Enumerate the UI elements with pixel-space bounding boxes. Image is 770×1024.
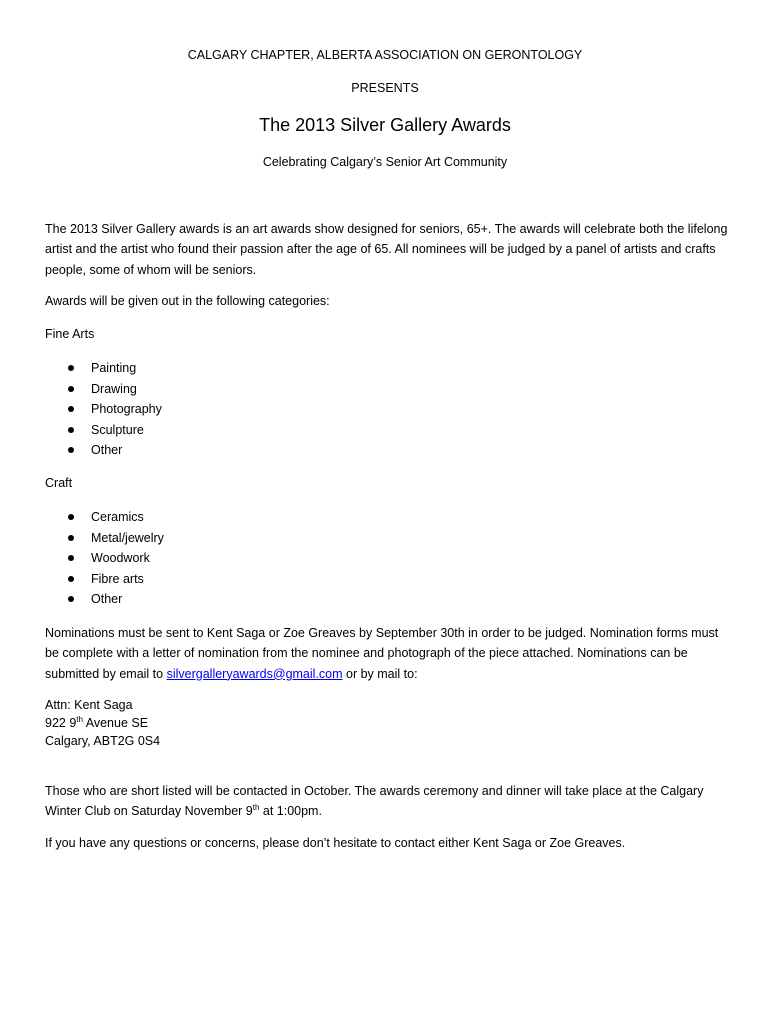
- list-item: [66, 548, 164, 569]
- categories-intro: Awards will be given out in the following categories:: [45, 294, 330, 308]
- nominations-text-end: or by mail to:: [342, 666, 418, 681]
- address-attn: Attn: Kent Saga: [45, 698, 133, 712]
- list-item: [66, 569, 164, 590]
- list-item: [66, 528, 164, 549]
- craft-list: [66, 507, 164, 610]
- list-item: [66, 399, 162, 420]
- list-item-label: Metal/jewelry: [91, 530, 164, 545]
- list-item-label: Ceramics: [91, 510, 144, 524]
- list-item-label: Sculpture: [91, 422, 144, 437]
- street-name: Avenue SE: [82, 716, 149, 730]
- list-item-label: Woodwork: [91, 551, 150, 566]
- list-item-label: Painting: [91, 361, 137, 375]
- shortlist-text: Those who are short listed will be contacted in October. The awards ceremony and dinner will take place at the Calgary Winter Club on Saturday November 9: [45, 784, 704, 819]
- email-link[interactable]: silvergalleryawards@gmail.com: [166, 666, 343, 681]
- list-item: [66, 358, 162, 379]
- list-item: [66, 507, 164, 528]
- fine-arts-list: [66, 358, 162, 461]
- shortlist-text-end: at 1:00pm.: [259, 804, 322, 819]
- address-street: [45, 716, 148, 730]
- list-item-label: Other: [91, 443, 123, 458]
- organization-heading: CALGARY CHAPTER, ALBERTA ASSOCIATION ON GERONTOLOGY: [187, 48, 583, 62]
- bullet-icon: [68, 365, 74, 371]
- subtitle: Celebrating Calgary’s Senior Art Community: [262, 155, 508, 169]
- list-item-label: Other: [91, 592, 123, 607]
- street-ordinal: th: [76, 714, 83, 724]
- shortlist-paragraph: [45, 781, 735, 822]
- craft-heading: Craft: [45, 476, 73, 490]
- bullet-icon: [68, 514, 74, 520]
- bullet-icon: [68, 576, 74, 582]
- list-item: [66, 420, 162, 441]
- bullet-icon: [68, 447, 74, 453]
- list-item: [66, 589, 164, 610]
- address-city: Calgary, ABT2G 0S4: [45, 734, 161, 748]
- intro-paragraph: The 2013 Silver Gallery awards is an art awards show designed for seniors, 65+. The awards will celebrate both the lifelong artist and the artist who found their passion after the age of 65. All nominees will be judged by a panel of artists and crafts people, some of whom will be seniors.: [45, 222, 728, 277]
- bullet-icon: [68, 427, 74, 433]
- page-title: The 2013 Silver Gallery Awards: [259, 115, 511, 135]
- bullet-icon: [68, 406, 74, 412]
- list-item: [66, 379, 162, 400]
- list-item: [66, 440, 162, 461]
- bullet-icon: [68, 596, 74, 602]
- fine-arts-heading: Fine Arts: [45, 327, 95, 341]
- nominations-paragraph: [45, 623, 735, 684]
- list-item-label: Fibre arts: [91, 571, 144, 586]
- street-number: 922 9: [45, 716, 77, 730]
- bullet-icon: [68, 386, 74, 392]
- list-item-label: Photography: [91, 402, 162, 417]
- presents-line: PRESENTS: [351, 81, 419, 95]
- questions-paragraph: If you have any questions or concerns, please don’t hesitate to contact either Kent Saga or Zoe Greaves.: [45, 836, 626, 850]
- list-item-label: Drawing: [91, 381, 137, 396]
- nominations-text: Nominations must be sent to Kent Saga or Zoe Greaves by September 30th in order to be judged. Nomination forms must be complete with a letter of nomination from the nominee and photograph of the piece attached. Nominations can be submitted by email to: [45, 626, 719, 681]
- bullet-icon: [68, 555, 74, 561]
- bullet-icon: [68, 535, 74, 541]
- date-ordinal: th: [252, 803, 260, 813]
